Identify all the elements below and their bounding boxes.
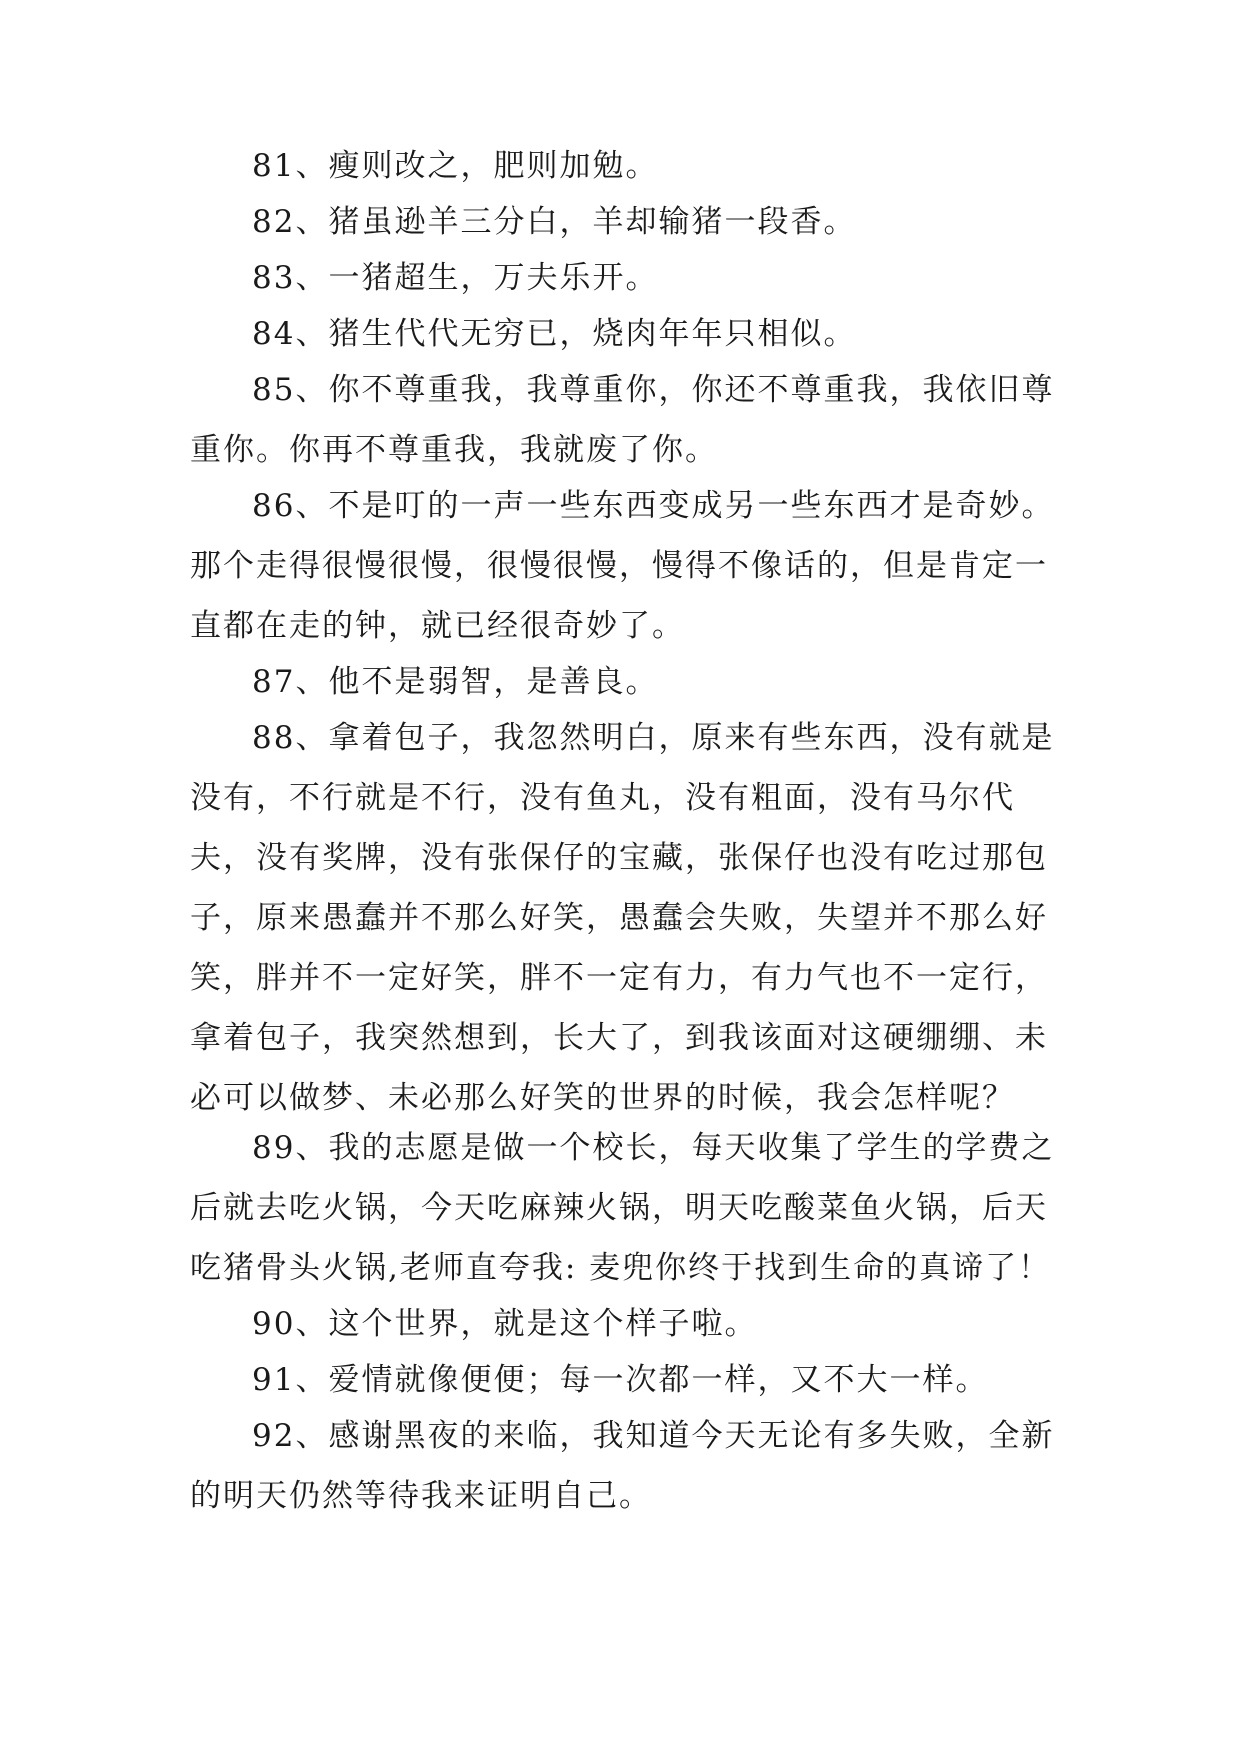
entry-90: 90、这个世界，就是这个样子啦。 — [252, 1306, 758, 1342]
entry-82: 82、猪虽逊羊三分白，羊却输猪一段香。 — [252, 204, 857, 240]
entry-84: 84、猪生代代无穷已，烧肉年年只相似。 — [252, 316, 857, 352]
entry-88: 88、拿着包子，我忽然明白，原来有些东西，没有就是没有，不行就是不行，没有鱼丸，没有粗面，没有马尔代夫，没有奖牌，没有张保仔的宝藏，张保仔也没有吃过那包子，原来愚蠢并不那么好笑，愚蠢会失败，失望并不那么好笑，胖并不一定好笑，胖不一定有力，有力气也不一定行，拿着包子，我突然想到，长大了，到我该面对这硬绷绷、未必可以做梦、未必那么好笑的世界的时候，我会怎样呢？ — [190, 720, 1055, 1116]
entry-91: 91、爱情就像便便；每一次都一样，又不大一样。 — [252, 1362, 989, 1398]
entry-83: 83、一猪超生，万夫乐开。 — [252, 260, 659, 296]
entry-92: 92、感谢黑夜的来临，我知道今天无论有多失败，全新的明天仍然等待我来证明自己。 — [190, 1418, 1055, 1514]
entry-81: 81、瘦则改之，肥则加勉。 — [252, 148, 659, 184]
entry-87: 87、他不是弱智，是善良。 — [252, 664, 659, 700]
entry-85: 85、你不尊重我，我尊重你，你还不尊重我，我依旧尊重你。你再不尊重我，我就废了你。 — [190, 372, 1055, 468]
entry-86: 86、不是叮的一声一些东西变成另一些东西才是奇妙。那个走得很慢很慢，很慢很慢，慢得不像话的，但是肯定一直都在走的钟，就已经很奇妙了。 — [190, 488, 1055, 644]
entry-89: 89、我的志愿是做一个校长，每天收集了学生的学费之后就去吃火锅，今天吃麻辣火锅，明天吃酸菜鱼火锅，后天吃猪骨头火锅,老师直夸我: 麦兜你终于找到生命的真谛了！ — [190, 1130, 1055, 1286]
